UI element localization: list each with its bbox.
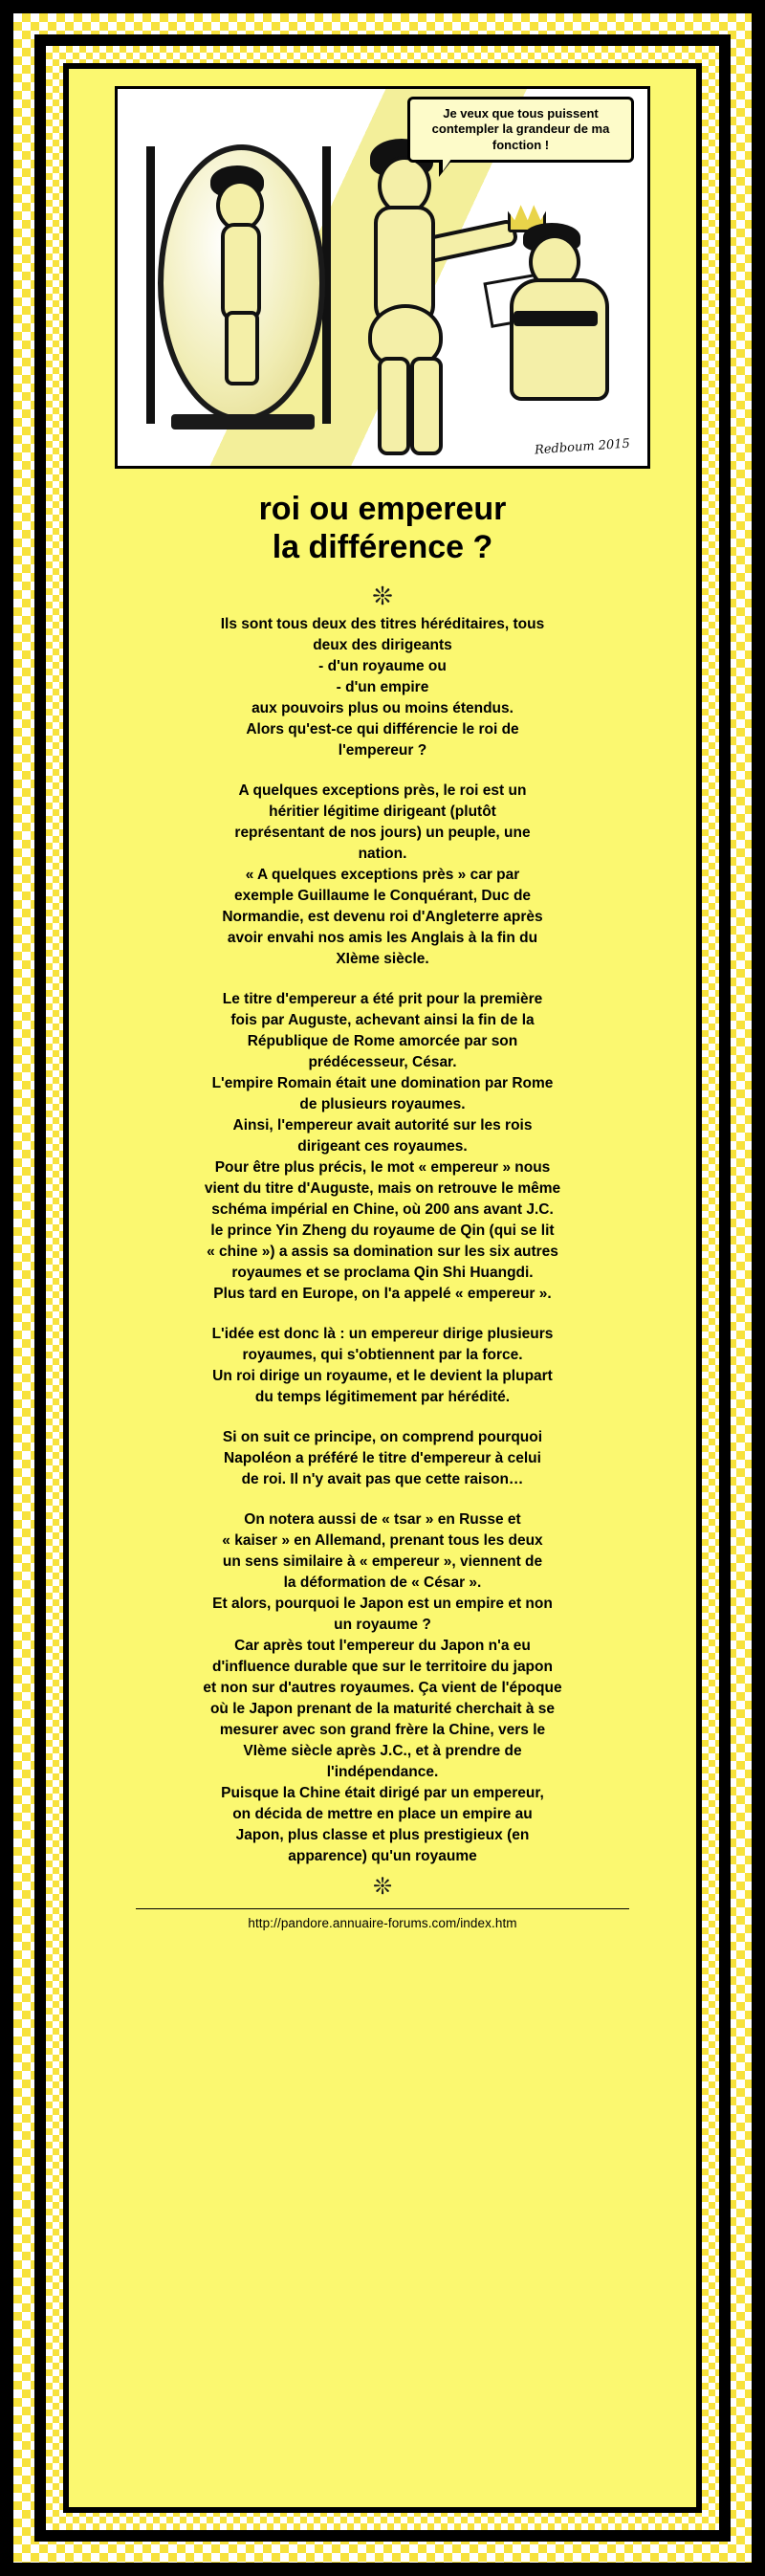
text-line: Napoléon a préféré le titre d'empereur à celui	[224, 1450, 541, 1467]
page-title-line-1: roi ou empereur	[258, 491, 507, 527]
text-line: L'empire Romain était une domination par Rome	[211, 1075, 554, 1092]
tailor-belt-icon	[514, 311, 598, 326]
text-line: - d'un empire	[336, 679, 429, 696]
ornament-divider-top: ❊	[372, 582, 393, 611]
text-line: prédécesseur, César.	[308, 1054, 457, 1071]
text-line: - d'un royaume ou	[318, 658, 447, 675]
reflection-body-icon	[221, 223, 261, 321]
paragraph-napoleon	[122, 1427, 643, 1490]
text-line: d'influence durable que sur le territoire du japon	[212, 1659, 553, 1676]
artist-signature: Redboum 2015	[534, 436, 631, 458]
text-line: Si on suit ce principe, on comprend pourquoi	[222, 1429, 543, 1446]
text-line: VIème siècle après J.C., et à prendre de	[243, 1743, 522, 1760]
text-line: royaumes, qui s'obtiennent par la force.	[242, 1347, 523, 1364]
tailor-body-icon	[510, 278, 609, 401]
mirror-leg-left-icon	[146, 146, 155, 424]
paragraph-japon	[122, 1509, 643, 1867]
paragraph-empereur	[122, 989, 643, 1305]
king-leg-left-icon	[378, 357, 410, 455]
text-line: XIème siècle.	[336, 951, 429, 968]
text-line: aux pouvoirs plus ou moins étendus.	[251, 700, 514, 717]
speech-bubble: Je veux que tous puissent contempler la grandeur de ma fonction !	[407, 97, 634, 163]
text-line: du temps légitimement par hérédité.	[254, 1389, 511, 1406]
king-leg-right-icon	[410, 357, 443, 455]
text-line: mesurer avec son grand frère la Chine, vers le	[219, 1722, 546, 1739]
text-line: Pour être plus précis, le mot « empereur » nous	[214, 1159, 551, 1177]
paragraph-intro	[122, 614, 643, 761]
page-title	[107, 490, 658, 566]
paragraph-idee	[122, 1324, 643, 1408]
text-line: On notera aussi de « tsar » en Russe et	[244, 1511, 521, 1529]
text-line: Puisque la Chine était dirigé par un empereur,	[221, 1785, 544, 1802]
text-line: A quelques exceptions près, le roi est un	[238, 782, 527, 800]
cartoon-illustration	[115, 86, 650, 469]
article-body	[122, 614, 643, 1867]
text-line: Ils sont tous deux des titres héréditaires, tous	[220, 616, 545, 633]
text-line: Japon, plus classe et plus prestigieux (en	[235, 1827, 530, 1844]
text-line: dirigeant ces royaumes.	[297, 1138, 468, 1156]
text-line: avoir envahi nos amis les Anglais à la fin du	[227, 930, 538, 947]
text-line: schéma impérial en Chine, où 200 ans avant J.C.	[211, 1201, 554, 1219]
text-line: « chine ») a assis sa domination sur les six autres	[207, 1244, 558, 1261]
text-line: Le titre d'empereur a été prit pour la première	[222, 991, 543, 1008]
text-line: nation.	[358, 846, 407, 863]
footer-url-link[interactable]: http://pandore.annuaire-forums.com/index.htm	[248, 1916, 517, 1931]
text-line: on décida de mettre en place un empire au	[232, 1806, 533, 1823]
text-line: vient du titre d'Auguste, mais on retrouve le même	[204, 1180, 561, 1198]
text-line: fois par Auguste, achevant ainsi la fin de la	[230, 1012, 535, 1029]
text-line: Et alors, pourquoi le Japon est un empire et non	[212, 1596, 553, 1613]
mirror-stand-icon	[171, 414, 315, 429]
text-line: Car après tout l'empereur du Japon n'a eu	[234, 1638, 531, 1655]
text-line: un sens similaire à « empereur », viennent de	[222, 1553, 543, 1571]
text-line: royaumes et se proclama Qin Shi Huangdi.	[231, 1265, 534, 1282]
text-line: « kaiser » en Allemand, prenant tous les deux	[222, 1532, 543, 1550]
text-line: Normandie, est devenu roi d'Angleterre après	[222, 909, 543, 926]
text-line: de roi. Il n'y avait pas que cette raison…	[241, 1471, 524, 1488]
reflection-legs-icon	[225, 311, 259, 385]
text-line: l'indépendance.	[326, 1764, 439, 1781]
text-line: la déformation de « César ».	[283, 1574, 482, 1592]
paragraph-roi	[122, 781, 643, 970]
text-line: de plusieurs royaumes.	[299, 1096, 466, 1113]
text-line: un royaume ?	[334, 1617, 431, 1634]
text-line: où le Japon prenant de la maturité cherchait à se	[209, 1701, 556, 1718]
text-line: représentant de nos jours) un peuple, une	[234, 825, 531, 842]
text-line: héritier légitime dirigeant (plutôt	[269, 804, 496, 821]
text-line: le prince Yin Zheng du royaume de Qin (qui se lit	[210, 1222, 555, 1240]
ornament-divider-bottom: ❊	[372, 1874, 393, 1901]
text-line: Plus tard en Europe, on l'a appelé « empereur ».	[213, 1286, 552, 1303]
text-line: République de Rome amorcée par son	[247, 1033, 518, 1050]
poster-content	[69, 69, 696, 2507]
text-line: et non sur d'autres royaumes. Ça vient de l'époque	[203, 1680, 562, 1697]
text-line: Un roi dirige un royaume, et le devient la plupart	[212, 1368, 553, 1385]
text-line: apparence) qu'un royaume	[288, 1848, 477, 1865]
text-line: « A quelques exceptions près » car par	[245, 867, 520, 884]
text-line: Alors qu'est-ce qui différencie le roi de	[246, 721, 519, 738]
page-title-line-2: la différence ?	[272, 529, 493, 566]
text-line: L'idée est donc là : un empereur dirige plusieurs	[211, 1326, 554, 1343]
text-line: deux des dirigeants	[313, 637, 452, 654]
text-line: Ainsi, l'empereur avait autorité sur les rois	[232, 1117, 533, 1134]
text-line: l'empereur ?	[338, 742, 427, 760]
text-line: exemple Guillaume le Conquérant, Duc de	[233, 888, 532, 905]
